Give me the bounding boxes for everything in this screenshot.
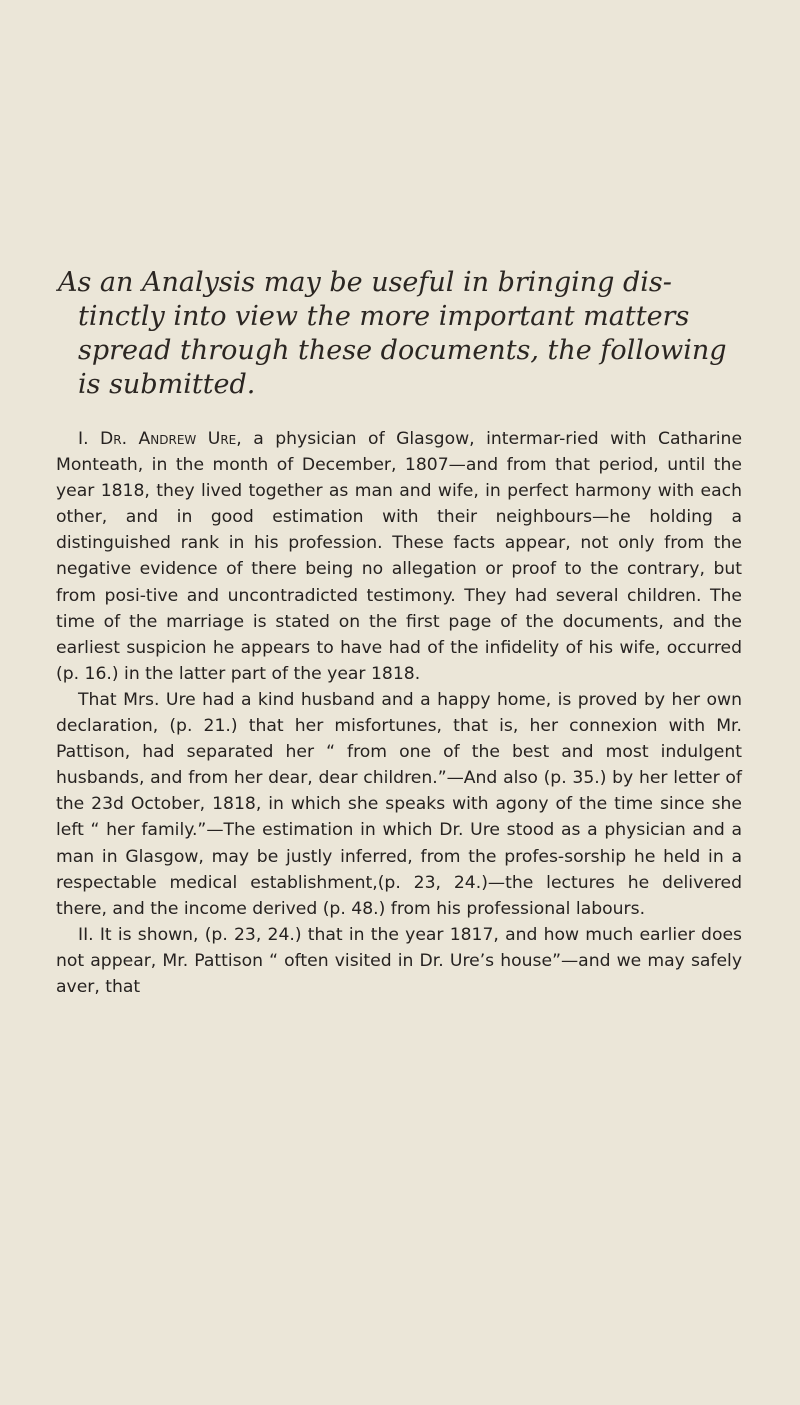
section-1-text: a physician of Glasgow, intermar-ried with Catharine Monteath, in the month of December, 1807—and from that period, until the year 1818, they lived together as man and wife, in perfect harmony with each other, and in good estimation with their neighbours—he holding a distinguished rank in his profession. These facts appear, not only from the negative evidence of there being no allegation or proof to the contrary, but from posi-tive and uncontradicted testimony. They had several children. The time of the marriage is stated on the first page of the documents, and the earliest suspicion he appears to have had of the infidelity of his wife, occurred (p. 16.) in the latter part of the year 1818. bbox=[56, 429, 743, 684]
heading-line-1: As an Analysis may be useful in bringing dis- bbox=[58, 267, 672, 298]
section-1-paragraph-1 bbox=[56, 426, 742, 687]
heading-line-4: is submitted. bbox=[78, 369, 256, 400]
section-1-title: Dr. Andrew Ure, bbox=[100, 429, 242, 449]
page-heading bbox=[58, 266, 738, 402]
document-body bbox=[56, 426, 742, 1000]
section-2-paragraph bbox=[56, 922, 742, 1000]
section-2-numeral: II. bbox=[78, 924, 94, 945]
heading-line-3: spread through these documents, the following bbox=[78, 335, 727, 366]
section-2-text: It is shown, (p. 23, 24.) that in the year 1817, and how much earlier does not appear, Mr. Pattison “ often visited in Dr. Ure’s house”—and we may safely aver, that bbox=[56, 924, 742, 997]
section-1-numeral: I. bbox=[78, 429, 89, 449]
heading-line-2: tinctly into view the more important matters bbox=[78, 301, 690, 332]
section-1-paragraph-2: That Mrs. Ure had a kind husband and a happy home, is proved by her own declaration, (p. 21.) that her misfortunes, that is, her connexion with Mr. Pattison, had separated her “ from one of the best and most indulgent husbands, and from her dear, dear children.”—And also (p. 35.) by her letter of the 23d October, 1818, in which she speaks with agony of the time since she left “ her family.”—The estimation in which Dr. Ure stood as a physician and a man in Glasgow, may be justly inferred, from the profes-sorship he held in a respectable medical establishment,(p. 23, 24.)—the lectures he delivered there, and the income derived (p. 48.) from his professional labours. bbox=[56, 689, 742, 919]
